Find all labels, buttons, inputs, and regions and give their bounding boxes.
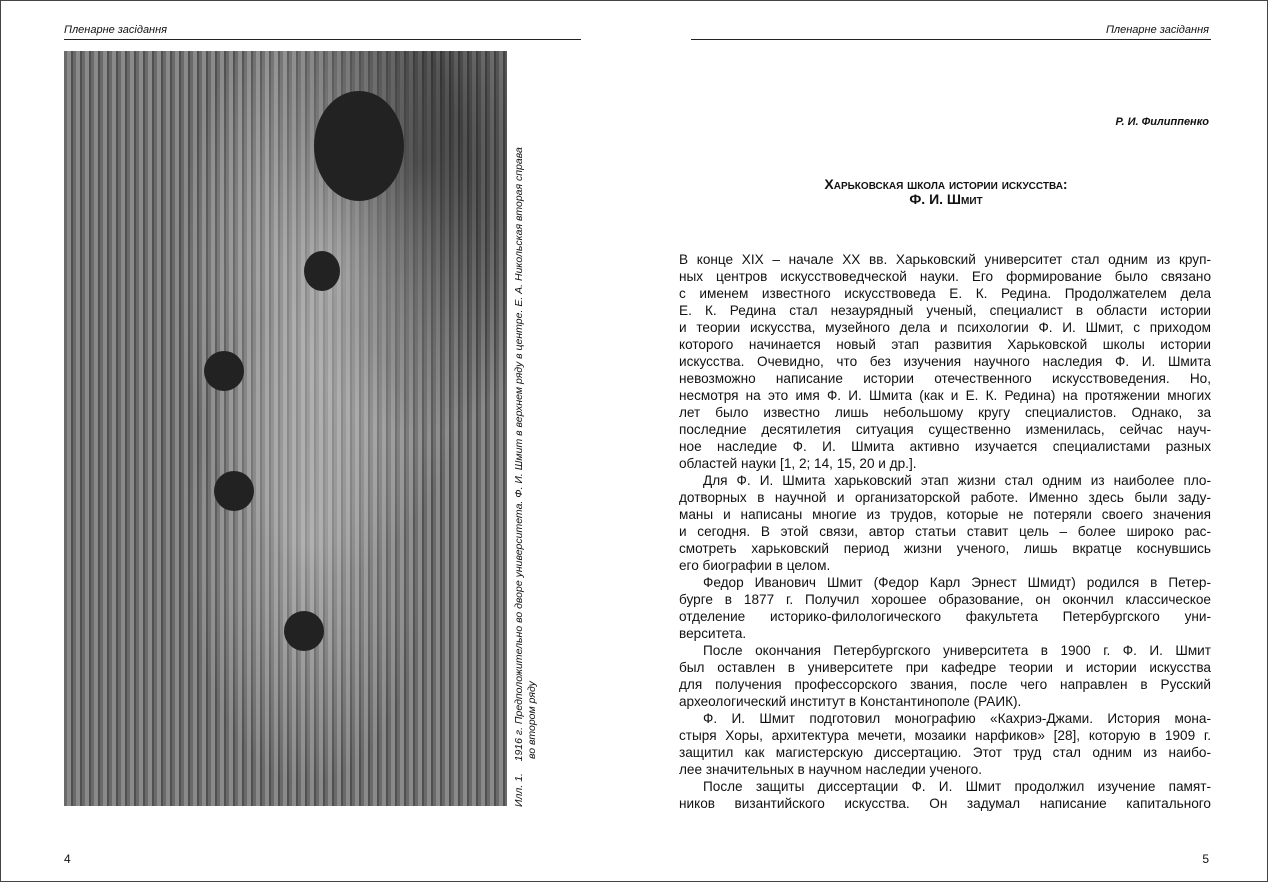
header-rule-left	[64, 39, 581, 40]
body-text-line: После защиты диссертации Ф. И. Шмит продолжил изучение памят-	[703, 779, 1211, 794]
body-text-line: Е. К. Редина стал незаурядный ученый, специалист в области истории	[679, 303, 1211, 318]
body-text-line: смотреть харьковский период жизни ученого, лишь вкратце коснувшись	[679, 541, 1211, 556]
header-rule-right	[691, 39, 1211, 40]
caption-text-cont: во втором ряду	[526, 681, 538, 759]
group-photograph	[64, 51, 507, 806]
body-text-line: и теории искусства, музейного дела и психологии Ф. И. Шмит, с приходом	[679, 320, 1211, 335]
body-text-line: лет было известно лишь небольшому кругу специалистов. Однако, за	[679, 405, 1211, 420]
body-text-line: дотворных в научной и организаторской работе. Именно здесь были заду-	[679, 490, 1211, 505]
body-text-line: невозможно написание истории отечественного искусствоведения. Но,	[679, 371, 1211, 386]
article-title	[681, 177, 1211, 207]
caption-text: 1916 г. Предположительно во дворе университета. Ф. И. Шмит в верхнем ряду в центре. Е. А. Никольская вторая справа	[513, 147, 525, 762]
page-number-left: 4	[64, 852, 71, 866]
body-text-line: ное наследие Ф. И. Шмита активно изучается специалистами разных	[679, 439, 1211, 454]
body-text-line: стыря Хоры, архитектура мечети, мозаики нарфиков» [28], которую в 1909 г.	[679, 728, 1211, 743]
body-text-line: несмотря на это имя Ф. И. Шмита (как и Е. К. Редина) на протяжении многих	[679, 388, 1211, 403]
body-text-line: Федор Иванович Шмит (Федор Карл Эрнест Шмидт) родился в Петер-	[703, 575, 1211, 590]
body-text-line: для получения профессорского звания, после чего направлен в Русский	[679, 677, 1211, 692]
body-text-line: отделение историко-филологического факультета Петербургского уни-	[679, 609, 1211, 624]
author-name: Р. И. Филиппенко	[1115, 116, 1209, 128]
body-text-line: защитил как магистерскую диссертацию. Этот труд стал одним из наибо-	[679, 745, 1211, 760]
body-text-line: верситета.	[679, 626, 747, 641]
body-text-line: В конце XIX – начале XX вв. Харьковский университет стал одним из круп-	[679, 252, 1211, 267]
body-text-line: Ф. И. Шмит подготовил монографию «Кахриэ-Джами. История мона-	[703, 711, 1211, 726]
body-text-line: областей науки [1, 2; 14, 15, 20 и др.].	[679, 456, 917, 471]
title-line-1: Харьковская школа истории искусства:	[824, 176, 1068, 192]
caption-label: Илл. 1.	[513, 773, 525, 807]
body-text-line: ников византийского искусства. Он задумал написание капитального	[679, 796, 1211, 811]
body-text-line: Для Ф. И. Шмита харьковский этап жизни стал одним из наиболее пло-	[703, 473, 1211, 488]
body-text-line: был оставлен в университете при кафедре теории и истории искусства	[679, 660, 1211, 675]
figure-caption	[513, 47, 539, 807]
body-text-line: с именем известного искусствоведа Е. К. Редина. Продолжателем дела	[679, 286, 1211, 301]
body-text-line: маны и написаны многие из трудов, которые не потеряли своего значения	[679, 507, 1211, 522]
body-text-line: После окончания Петербургского университета в 1900 г. Ф. И. Шмит	[703, 643, 1211, 658]
article-body	[679, 251, 1211, 812]
body-text-line: лее значительных в научном наследии ученого.	[679, 762, 982, 777]
title-line-2: Ф. И. Шмит	[909, 191, 983, 207]
running-header-right: Пленарне засідання	[1105, 24, 1209, 36]
body-text-line: искусства. Очевидно, что без изучения научного наследия Ф. И. Шмита	[679, 354, 1211, 369]
body-text-line: ных центров искусствоведческой науки. Его формирование было связано	[679, 269, 1211, 284]
page-number-right: 5	[1202, 852, 1209, 866]
body-text-line: последние десятилетия ситуация существенно изменилась, сейчас науч-	[679, 422, 1211, 437]
running-header-left: Пленарне засідання	[64, 24, 168, 36]
body-text-line: которого начинается новый этап развития Харьковской школы истории	[679, 337, 1211, 352]
body-text-line: археологический институт в Константинополе (РАИК).	[679, 694, 1022, 709]
body-text-line: и сегодня. В этой связи, автор статьи ставит цель – более широко рас-	[679, 524, 1211, 539]
body-text-line: его биографии в целом.	[679, 558, 831, 573]
body-text-line: бурге в 1877 г. Получил хорошее образование, он окончил классическое	[679, 592, 1211, 607]
